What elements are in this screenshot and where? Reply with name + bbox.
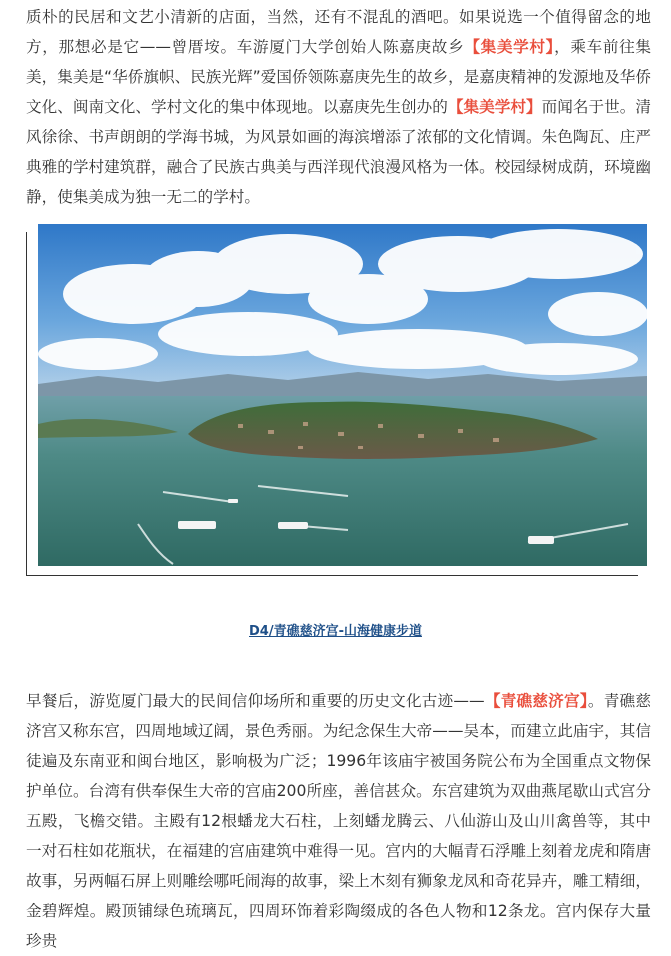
intro-paragraph bbox=[26, 2, 651, 212]
para1-text-3: 而闻名于世。清风徐徐、书声朗朗的学海书城，为风景如画的海滨增添了浓郁的文化情调。朱色陶瓦、庄严典雅的学村建筑群，融合了民族古典美与西洋现代浪漫风格为一体。校园绿树成荫，环境幽静，使集美成为独一无二的学村。 bbox=[26, 98, 651, 206]
gulangyu-aerial-photo bbox=[38, 224, 647, 566]
highlight-qingjiao-ciji-gong: 【青礁慈济宫】 bbox=[484, 692, 588, 710]
para2-text-2: 。青礁慈济宫又称东宫，四周地域辽阔，景色秀丽。为纪念保生大帝——吴本，而建立此庙宇，其信徒遍及东南亚和闽台地区，影响极为广泛；1996年该庙宇被国务院公布为全国重点文物保护单位。台湾有供奉保生大帝的宫庙200所座，善信甚众。东宫建筑为双曲燕尾歇山式宫分五殿，飞檐交错。主殿有12根蟠龙大石柱，上刻蟠龙腾云、八仙游山及山川禽兽等，其中一对石柱如花瓶状，在福建的宫庙建筑中难得一见。宫内的大幅青石浮雕上刻着龙虎和隋唐故事，另两幅石屏上则雕绘哪吒闹海的故事，梁上木刻有狮象龙凤和奇花异卉，雕工精细，金碧辉煌。殿顶铺绿色琉璃瓦，四周环饰着彩陶缀成的各色人物和12条龙。宫内保存大量珍贵 bbox=[26, 692, 651, 950]
section-title-d4[interactable]: D4/青礁慈济宫-山海健康步道 bbox=[249, 624, 422, 639]
day4-paragraph bbox=[26, 686, 651, 956]
para1-text-1: 质朴的民居和文艺小清新的店面，当然，还有不混乱的酒吧。如果说选一个值得留念的地方，那想必是它——曾厝垵。车游厦门大学创始人陈嘉庚故乡 bbox=[26, 8, 651, 56]
para1-text-2: ，乘车前往集美，集美是“华侨旗帜、民族光辉”爱国侨领陈嘉庚先生的故乡，是嘉庚精神的发源地及华侨文化、闽南文化、学村文化的集中体现地。以嘉庚先生创办的 bbox=[26, 38, 651, 116]
para2-text-1: 早餐后，游览厦门最大的民间信仰场所和重要的历史文化古迹—— bbox=[26, 692, 485, 710]
highlight-jimei-xuecun-1: 【集美学村】 bbox=[464, 38, 555, 56]
highlight-jimei-xuecun-2: 【集美学村】 bbox=[447, 98, 542, 116]
